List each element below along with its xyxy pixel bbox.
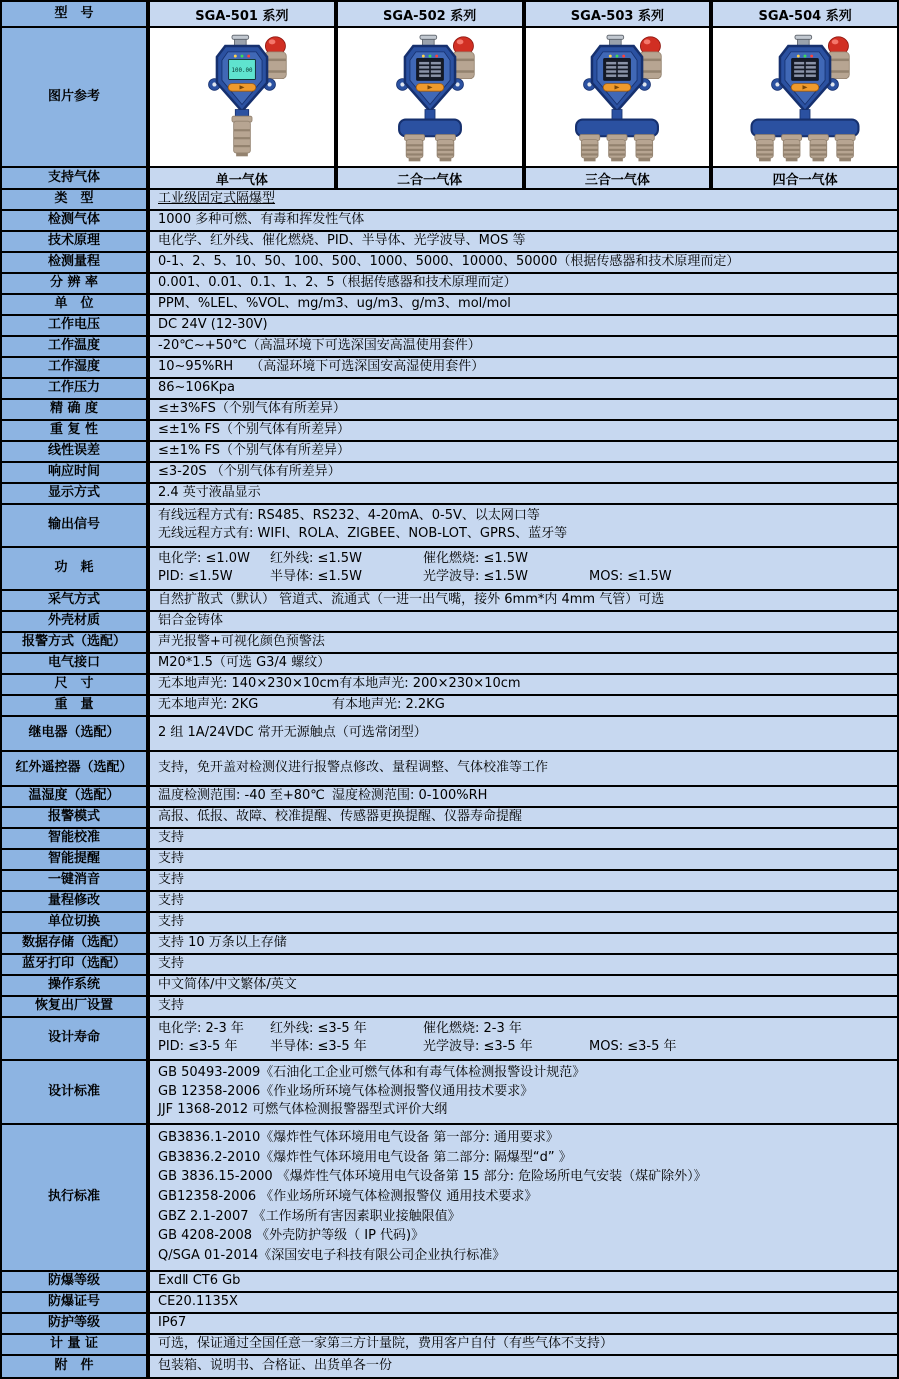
table-row xyxy=(2,717,897,752)
row-label: 重 量 xyxy=(2,696,146,715)
row-label: 温湿度（选配） xyxy=(2,787,146,806)
value-part: 半导体: ≤3-5 年 xyxy=(270,1039,367,1054)
row-label: 图片参考 xyxy=(2,28,146,166)
row-value: ≤±1% FS（个别气体有所差异） xyxy=(150,442,897,461)
table-row xyxy=(2,337,897,358)
row-label: 响应时间 xyxy=(2,463,146,482)
row-value: IP67 xyxy=(150,1314,897,1333)
table-row xyxy=(2,1272,897,1293)
value-line: Q/SGA 01-2014《深国安电子科技有限公司企业执行标准》 xyxy=(158,1248,506,1264)
row-value: 声光报警+可视化颜色预警法 xyxy=(150,633,897,652)
table-row xyxy=(2,463,897,484)
row-label: 采气方式 xyxy=(2,591,146,610)
table-row xyxy=(2,752,897,787)
value-part: 有本地声光: 200×230×10cm xyxy=(339,676,521,692)
product-image xyxy=(150,28,334,166)
product-image xyxy=(713,28,897,166)
row-value: 自然扩散式（默认） 管道式、流通式（一进一出气嘴，接外 6mm*内 4mm 气管）可选 xyxy=(150,591,897,610)
row-label: 单位切换 xyxy=(2,913,146,932)
row-value: ≤±1% FS（个别气体有所差异） xyxy=(150,421,897,440)
table-row xyxy=(2,696,897,717)
row-value: ≤3-20S （个别气体有所差异） xyxy=(150,463,897,482)
table-row xyxy=(2,505,897,548)
model-name: SGA-503 系列 xyxy=(526,2,710,26)
table-row xyxy=(2,675,897,696)
table-row xyxy=(2,295,897,316)
value-part: 温度检测范围: -40 至+80℃ xyxy=(158,788,325,804)
value-part: 有本地声光: 2.2KG xyxy=(332,697,445,713)
row-value: 支持 xyxy=(150,871,897,890)
value-line: GB 4208-2008 《外壳防护等级（ IP 代码)》 xyxy=(158,1228,425,1244)
table-row xyxy=(2,1061,897,1125)
table-row xyxy=(2,232,897,253)
table-row xyxy=(2,1314,897,1335)
value-line xyxy=(158,552,893,567)
row-label: 尺 寸 xyxy=(2,675,146,694)
row-label: 电气接口 xyxy=(2,654,146,673)
row-value: 支持 xyxy=(150,913,897,932)
row-label: 恢复出厂设置 xyxy=(2,997,146,1016)
row-value xyxy=(150,505,897,546)
row-label: 设计寿命 xyxy=(2,1018,146,1059)
gas-type: 单一气体 xyxy=(150,168,334,188)
row-value: ExdⅡ CT6 Gb xyxy=(150,1272,897,1291)
product-image xyxy=(338,28,522,166)
table-row xyxy=(2,421,897,442)
row-value: -20℃~+50℃（高温环境下可选深国安高温使用套件） xyxy=(150,337,897,356)
value-part: 红外线: ≤3-5 年 xyxy=(270,1021,367,1037)
value-part: 红外线: ≤1.5W xyxy=(270,551,362,567)
row-value: 2 组 1A/24VDC 常开无源触点（可选常闭型） xyxy=(150,717,897,750)
row-value xyxy=(150,696,897,715)
table-row xyxy=(2,190,897,211)
row-label: 蓝牙打印（选配） xyxy=(2,955,146,974)
gas-detector-illustration xyxy=(557,31,677,163)
row-label: 报警方式（选配） xyxy=(2,633,146,652)
row-label: 继电器（选配） xyxy=(2,717,146,750)
table-row xyxy=(2,612,897,633)
value-line: GB3836.1-2010《爆炸性气体环境用电气设备 第一部分: 通用要求》 xyxy=(158,1129,559,1145)
table-row xyxy=(2,934,897,955)
table-row xyxy=(2,211,897,232)
row-label: 报警模式 xyxy=(2,808,146,827)
table-row xyxy=(2,591,897,612)
row-value: 支持 xyxy=(150,892,897,911)
model-name: SGA-501 系列 xyxy=(150,2,334,26)
table-row xyxy=(2,955,897,976)
table-row xyxy=(2,829,897,850)
table-row xyxy=(2,274,897,295)
table-row xyxy=(2,1356,897,1377)
row-value: 支持 10 万条以上存储 xyxy=(150,934,897,953)
row-label: 防护等级 xyxy=(2,1314,146,1333)
row-label: 检测量程 xyxy=(2,253,146,272)
table-row xyxy=(2,913,897,934)
value-part: 光学波导: ≤3-5 年 xyxy=(423,1039,533,1054)
row-label: 类 型 xyxy=(2,190,146,209)
table-row xyxy=(2,358,897,379)
row-label: 附 件 xyxy=(2,1356,146,1377)
row-value: 高报、低报、故障、校准提醒、传感器更换提醒、仪器寿命提醒 xyxy=(150,808,897,827)
row-value: 1000 多种可燃、有毒和挥发性气体 xyxy=(150,211,897,230)
table-row xyxy=(2,1018,897,1061)
value-part: 电化学: ≤1.0W xyxy=(158,551,250,567)
table-row xyxy=(2,892,897,913)
gas-type: 三合一气体 xyxy=(526,168,710,188)
row-value: 10~95%RH （高湿环境下可选深国安高湿使用套件） xyxy=(150,358,897,377)
value-part: 光学波导: ≤1.5W xyxy=(423,569,528,584)
row-label: 输出信号 xyxy=(2,505,146,546)
row-label: 计 量 证 xyxy=(2,1335,146,1354)
row-label: 操作系统 xyxy=(2,976,146,995)
table-row xyxy=(2,168,897,190)
row-value xyxy=(150,548,897,589)
row-value: 电化学、红外线、催化燃烧、PID、半导体、光学波导、MOS 等 xyxy=(150,232,897,251)
table-row xyxy=(2,484,897,505)
value-part: PID: ≤3-5 年 xyxy=(158,1039,238,1054)
row-value: 铝合金铸体 xyxy=(150,612,897,631)
row-label: 重 复 性 xyxy=(2,421,146,440)
value-line xyxy=(158,1040,893,1055)
table-row xyxy=(2,400,897,421)
value-line: GB 50493-2009《石油化工企业可燃气体和有毒气体检测报警设计规范》 xyxy=(158,1064,586,1080)
row-label: 数据存储（选配） xyxy=(2,934,146,953)
row-label: 量程修改 xyxy=(2,892,146,911)
value-line: 无线远程方式有: WIFI、ROLA、ZIGBEE、NOB-LOT、GPRS、蓝牙等 xyxy=(158,526,568,541)
row-value xyxy=(150,675,897,694)
row-value xyxy=(150,1125,897,1270)
table-row xyxy=(2,654,897,675)
row-label: 防爆证号 xyxy=(2,1293,146,1312)
row-value: 中文简体/中文繁体/英文 xyxy=(150,976,897,995)
row-value: 86~106Kpa xyxy=(150,379,897,398)
value-part: MOS: ≤1.5W xyxy=(589,569,672,584)
row-label: 工作电压 xyxy=(2,316,146,335)
gas-detector-illustration xyxy=(745,31,865,163)
row-label: 支持气体 xyxy=(2,168,146,188)
gas-detector-illustration xyxy=(182,31,302,163)
row-label: 检测气体 xyxy=(2,211,146,230)
table-row xyxy=(2,871,897,892)
row-label: 智能校准 xyxy=(2,829,146,848)
value-line xyxy=(158,570,893,585)
row-value: M20*1.5（可选 G3/4 螺纹） xyxy=(150,654,897,673)
model-name: SGA-502 系列 xyxy=(338,2,522,26)
value-part: 半导体: ≤1.5W xyxy=(270,569,362,584)
row-label: 红外遥控器（选配） xyxy=(2,752,146,785)
row-label: 工作温度 xyxy=(2,337,146,356)
table-row xyxy=(2,316,897,337)
value-line: JJF 1368-2012 可燃气体检测报警器型式评价大纲 xyxy=(158,1102,448,1118)
row-value: 支持 xyxy=(150,850,897,869)
table-row xyxy=(2,1335,897,1356)
row-value xyxy=(150,1018,897,1059)
row-value: 支持，免开盖对检测仪进行报警点修改、量程调整、气体校准等工作 xyxy=(150,752,897,785)
value-part: 无本地声光: 140×230×10cm xyxy=(158,676,340,692)
row-value: 可选，保证通过全国任意一家第三方计量院，费用客户自付（有些气体不支持） xyxy=(150,1335,897,1354)
table-row xyxy=(2,850,897,871)
table-row xyxy=(2,253,897,274)
value-line xyxy=(158,1022,893,1037)
row-label: 型 号 xyxy=(2,2,146,26)
row-value: DC 24V (12-30V) xyxy=(150,316,897,335)
row-label: 线性误差 xyxy=(2,442,146,461)
row-value: 支持 xyxy=(150,997,897,1016)
model-name: SGA-504 系列 xyxy=(713,2,897,26)
row-value: PPM、%LEL、%VOL、mg/m3、ug/m3、g/m3、mol/mol xyxy=(150,295,897,314)
value-line: GB3836.2-2010《爆炸性气体环境用电气设备 第二部分: 隔爆型“d” 》 xyxy=(158,1149,572,1165)
row-label: 设计标准 xyxy=(2,1061,146,1123)
value-line: GB 3836.15-2000 《爆炸性气体环境用电气设备第 15 部分: 危险场所电气安装（煤矿除外）》 xyxy=(158,1169,707,1185)
row-label: 显示方式 xyxy=(2,484,146,503)
value-part: PID: ≤1.5W xyxy=(158,569,233,584)
row-value: ≤±3%FS（个别气体有所差异） xyxy=(150,400,897,419)
table-row xyxy=(2,1293,897,1314)
row-label: 工作压力 xyxy=(2,379,146,398)
value-line: GB 12358-2006《作业场所环境气体检测报警仪通用技术要求》 xyxy=(158,1083,534,1099)
table-row xyxy=(2,1125,897,1272)
row-label: 精 确 度 xyxy=(2,400,146,419)
gas-type: 四合一气体 xyxy=(713,168,897,188)
svg-text:100.00: 100.00 xyxy=(231,67,253,74)
value-line: 有线远程方式有: RS485、RS232、4-20mA、0-5V、以太网口等 xyxy=(158,508,540,524)
row-value: 支持 xyxy=(150,955,897,974)
row-label: 技术原理 xyxy=(2,232,146,251)
row-label: 分 辨 率 xyxy=(2,274,146,293)
row-value: 工业级固定式隔爆型 xyxy=(150,190,897,209)
table-row xyxy=(2,808,897,829)
row-value: 2.4 英寸液晶显示 xyxy=(150,484,897,503)
row-label: 功 耗 xyxy=(2,548,146,589)
table-row xyxy=(2,633,897,654)
value-part: 电化学: 2-3 年 xyxy=(158,1021,244,1037)
table-row xyxy=(2,28,897,168)
row-value: CE20.1135X xyxy=(150,1293,897,1312)
value-part: MOS: ≤3-5 年 xyxy=(589,1039,677,1054)
value-part: 湿度检测范围: 0-100%RH xyxy=(332,788,488,804)
value-part: 催化燃烧: 2-3 年 xyxy=(423,1021,522,1037)
value-part: 无本地声光: 2KG xyxy=(158,697,259,713)
table-row xyxy=(2,442,897,463)
table-row xyxy=(2,787,897,808)
product-image xyxy=(526,28,710,166)
row-label: 智能提醒 xyxy=(2,850,146,869)
row-label: 执行标准 xyxy=(2,1125,146,1270)
table-row xyxy=(2,997,897,1018)
row-value: 包装箱、说明书、合格证、出货单各一份 xyxy=(150,1356,897,1377)
row-value: 0.001、0.01、0.1、1、2、5（根据传感器和技术原理而定） xyxy=(150,274,897,293)
value-line: GBZ 2.1-2007 《工作场所有害因素职业接触限值》 xyxy=(158,1208,461,1224)
row-label: 防爆等级 xyxy=(2,1272,146,1291)
value-line: GB12358-2006 《作业场所环境气体检测报警仪 通用技术要求》 xyxy=(158,1189,538,1204)
table-row xyxy=(2,379,897,400)
row-label: 单 位 xyxy=(2,295,146,314)
table-row xyxy=(2,2,897,28)
table-row xyxy=(2,548,897,591)
value-part: 催化燃烧: ≤1.5W xyxy=(423,551,528,567)
gas-detector-illustration xyxy=(370,31,490,163)
row-label: 工作湿度 xyxy=(2,358,146,377)
gas-type: 二合一气体 xyxy=(338,168,522,188)
table-row xyxy=(2,976,897,997)
row-label: 外壳材质 xyxy=(2,612,146,631)
row-value xyxy=(150,1061,897,1123)
row-label: 一键消音 xyxy=(2,871,146,890)
row-value: 0-1、2、5、10、50、100、500、1000、5000、10000、50000（根据传感器和技术原理而定） xyxy=(150,253,897,272)
row-value xyxy=(150,787,897,806)
row-value: 支持 xyxy=(150,829,897,848)
